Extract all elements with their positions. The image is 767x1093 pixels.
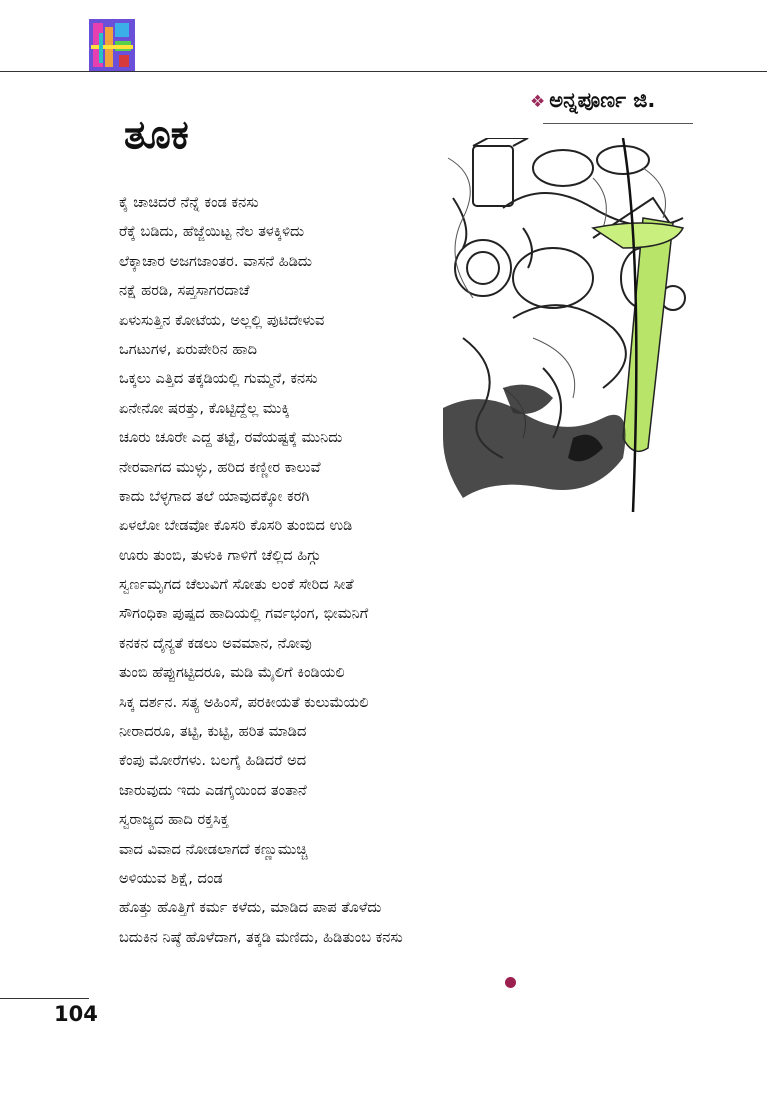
author-byline [530, 88, 655, 113]
poem-line: ಕನಕನ ದೈನ್ಯತೆ ಕಡಲು ಅವಮಾನ, ನೋವು [119, 634, 312, 652]
author-name: ಅನ್ನಪೂರ್ಣ ಜಿ. [549, 88, 656, 112]
abstract-sketch-illustration [443, 138, 707, 512]
poem-line: ಹೊತ್ತು ಹೊತ್ತಿಗೆ ಕರ್ಮ ಕಳೆದು, ಮಾಡಿದ ಪಾಪ ತೊಳೆದು [119, 899, 382, 917]
poem-line: ರೆಕ್ಕೆ ಬಡಿದು, ಹೆಜ್ಜೆಯಿಟ್ಟ ನೆಲ ತಳಕ್ಕಿಳಿದು [119, 223, 305, 241]
author-underline [543, 123, 693, 124]
poem-line: ಕೈ ಚಾಚಿದರೆ ನೆನ್ನೆ ಕಂಡ ಕನಸು [119, 194, 259, 211]
poem-line: ಒಕ್ಕಲು ಎತ್ತಿದ ತಕ್ಕಡಿಯಲ್ಲಿ ಗುಮ್ಮನೆ, ಕನಸು [119, 370, 318, 388]
poem-line: ನೀರಾದರೂ, ತಟ್ಟಿ, ಕುಟ್ಟಿ, ಹರಿತ ಮಾಡಿದ [119, 723, 307, 741]
decorative-dot [505, 977, 516, 988]
poem-line: ಅಳಿಯುವ ಶಿಕ್ಷೆ, ದಂಡ [119, 869, 223, 887]
poem-line: ಜಾರುವುದು ಇದು ಎಡಗೈಯಿಂದ ತಂತಾನೆ [119, 781, 307, 799]
poem-line: ಬದುಕಿನ ನಿಷ್ಠೆ ಹೊಳೆದಾಗ, ತಕ್ಕಡಿ ಮಣಿದು, ಹಿಡಿತುಂಬ ಕನಸು [119, 928, 403, 946]
poem-line: ಕಾದು ಬೆಳ್ಳಗಾದ ತಲೆ ಯಾವುದಕ್ಕೋ ಕರಗಿ [119, 487, 310, 505]
poem-title: ತೂಕ [124, 112, 189, 158]
poem-line: ತುಂಬಿ ಹೆಪ್ಪುಗಟ್ಟಿದರೂ, ಮಡಿ ಮೈಲಿಗೆ ಕಿಂಡಿಯಲಿ [119, 664, 345, 682]
poem-line: ಚೂರು ಚೂರೇ ಎದ್ದ ತಟ್ಟೆ, ರವೆಯಷ್ಟಕ್ಕೆ ಮುನಿದು [119, 429, 343, 447]
poem-line: ನಕ್ಷೆ ಹರಡಿ, ಸಪ್ತಸಾಗರದಾಚೆ [119, 282, 250, 300]
poem-line: ಊರು ತುಂಬಿ, ತುಳುಕಿ ಗಾಳಿಗೆ ಚೆಲ್ಲಿದ ಹಿಗ್ಗು [119, 546, 321, 564]
poem-line: ಕೆಂಪು ಮೋರೆಗಳು. ಬಲಗೈ ಹಿಡಿದರೆ ಅದ [119, 752, 307, 770]
poem-line: ಏನೇನೋ ಷರತ್ತು, ಕೊಟ್ಟಿದ್ದೆಲ್ಲ ಮುಕ್ಕಿ [119, 399, 290, 417]
page-number: 104 [54, 1002, 98, 1026]
diamond-bullet-icon: ❖ [530, 92, 546, 112]
footer-divider [0, 998, 89, 999]
poem-line: ಸ್ವರ್ಣಮೃಗದ ಚೆಲುವಿಗೆ ಸೋತು ಲಂಕೆ ಸೇರಿದ ಸೀತೆ [119, 576, 354, 594]
poem-line: ಲೆಕ್ಕಾಚಾರ ಅಜಗಜಾಂತರ. ವಾಸನೆ ಹಿಡಿದು [119, 252, 312, 270]
poem-line: ಏಳುಸುತ್ತಿನ ಕೋಟೆಯ, ಅಲ್ಲಲ್ಲಿ ಪುಟಿದೇಳುವ [119, 311, 325, 329]
poem-line: ಏಳಲೋ ಬೇಡವೋ ಕೊಸರಿ ಕೊಸರಿ ತುಂಬಿದ ಉಡಿ [119, 517, 353, 535]
poem-line: ಸ್ವರಾಜ್ಯದ ಹಾದಿ ರಕ್ತಸಿಕ್ತ [119, 811, 229, 829]
header-divider [0, 71, 767, 72]
poem-line: ಸೌಗಂಧಿಕಾ ಪುಷ್ಪದ ಹಾದಿಯಲ್ಲಿ ಗರ್ವಭಂಗ, ಭೀಮನಿಗೆ [119, 605, 369, 623]
poem-line: ಒಗಟುಗಳ, ಏರುಪೇರಿನ ಹಾದಿ [119, 340, 258, 358]
poem-line: ವಾದ ವಿವಾದ ನೋಡಲಾಗದೆ ಕಣ್ಣುಮುಚ್ಚಿ [119, 840, 308, 858]
poem-line: ಸಿಕ್ಕ ದರ್ಶನ. ಸತ್ಯ ಅಹಿಂಸೆ, ಪರಕೀಯತೆ ಕುಲುಮೆಯಲಿ [119, 693, 369, 711]
poem-line: ನೇರವಾಗದ ಮುಳ್ಳು, ಹರಿದ ಕಣ್ಣೀರ ಕಾಲುವೆ [119, 458, 321, 476]
magazine-logo-icon [89, 19, 135, 71]
